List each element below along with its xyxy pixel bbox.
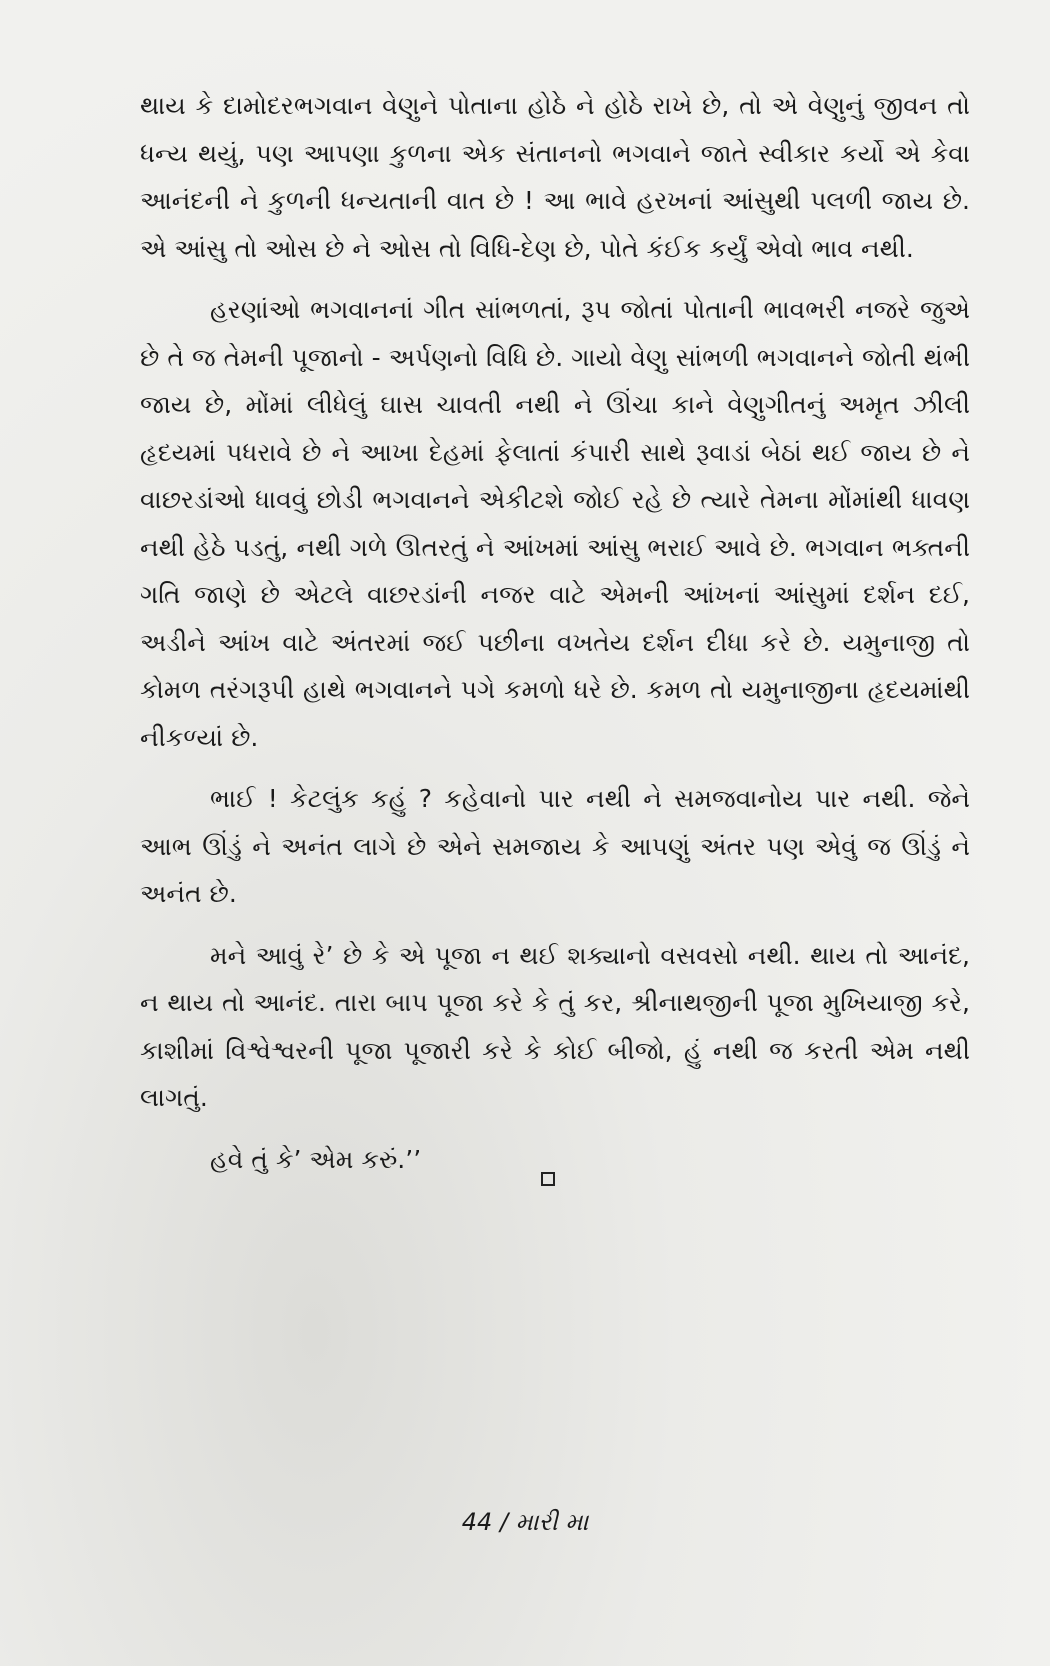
paragraph-3: ભાઈ ! કેટલુંક કહું ? કહેવાનો પાર નથી ને સમજવાનોય પાર નથી. જેને આભ ઊંડું ને અનંત લાગે છે એને સમજાય કે આપણું અંતર પણ એવું જ ઊંડું ને અનંત છે. <box>140 784 970 908</box>
paragraph-1: થાય કે દામોદરભગવાન વેણુને પોતાના હોઠે ને હોઠે રાખે છે, તો એ વેણુનું જીવન તો ધન્ય થયું, પણ આપણા કુળના એક સંતાનનો ભગવાને જાતે સ્વીકાર કર્યો એ કેવા આનંદની ને કુળની ધન્યતાની વાત છે ! આ ભાવે હરખનાં આંસુથી પલળી જાય છે. એ આંસુ તો ઓસ છે ને ઓસ તો વિધિ-દેણ છે, પોતે કંઈક કર્યું એવો ભાવ નથી. <box>140 91 970 263</box>
page-footer: 44 / મારી મા <box>461 1508 589 1536</box>
paragraph-5: હવે તું કે’ એમ કરું.’’ <box>210 1144 422 1174</box>
end-square-icon <box>541 1172 555 1186</box>
body-text <box>140 82 970 1197</box>
paragraph-2: હરણાંઓ ભગવાનનાં ગીત સાંભળતાં, રૂપ જોતાં પોતાની ભાવભરી નજરે જુએ છે તે જ તેમની પૂજાનો - અર્પણનો વિધિ છે. ગાયો વેણુ સાંભળી ભગવાનને જોતી થંભી જાય છે, મોંમાં લીધેલું ઘાસ ચાવતી નથી ને ઊંચા કાને વેણુગીતનું અમૃત ઝીલી હૃદયમાં પધરાવે છે ને આખા દેહમાં ફેલાતાં કંપારી સાથે રૂવાડાં બેઠાં થઈ જાય છે ને વાછરડાંઓ ધાવવું છોડી ભગવાનને એકીટશે જોઈ રહે છે ત્યારે તેમના મોંમાંથી ધાવણ નથી હેઠે પડતું, નથી ગળે ઊતરતું ને આંખમાં આંસુ ભરાઈ આવે છે. ભગવાન ભક્તની ગતિ જાણે છે એટલે વાછરડાંની નજર વાટે એમની આંખનાં આંસુમાં દર્શન દઈ, અડીને આંખ વાટે અંતરમાં જઈ પછીના વખતેય દર્શન દીધા કરે છે. યમુનાજી તો કોમળ તરંગરૂપી હાથે ભગવાનને પગે કમળો ધરે છે. કમળ તો યમુનાજીના હૃદયમાંથી નીકળ્યાં છે. <box>140 295 970 752</box>
paragraph-4: મને આવું રે’ છે કે એ પૂજા ન થઈ શક્યાનો વસવસો નથી. થાય તો આનંદ, ન થાય તો આનંદ. તારા બાપ પૂજા કરે કે તું કર, શ્રીનાથજીની પૂજા મુખિયાજી કરે, કાશીમાં વિશ્વેશ્વરની પૂજા પૂજારી કરે કે કોઈ બીજો, હું નથી જ કરતી એમ નથી લાગતું. <box>140 940 970 1112</box>
